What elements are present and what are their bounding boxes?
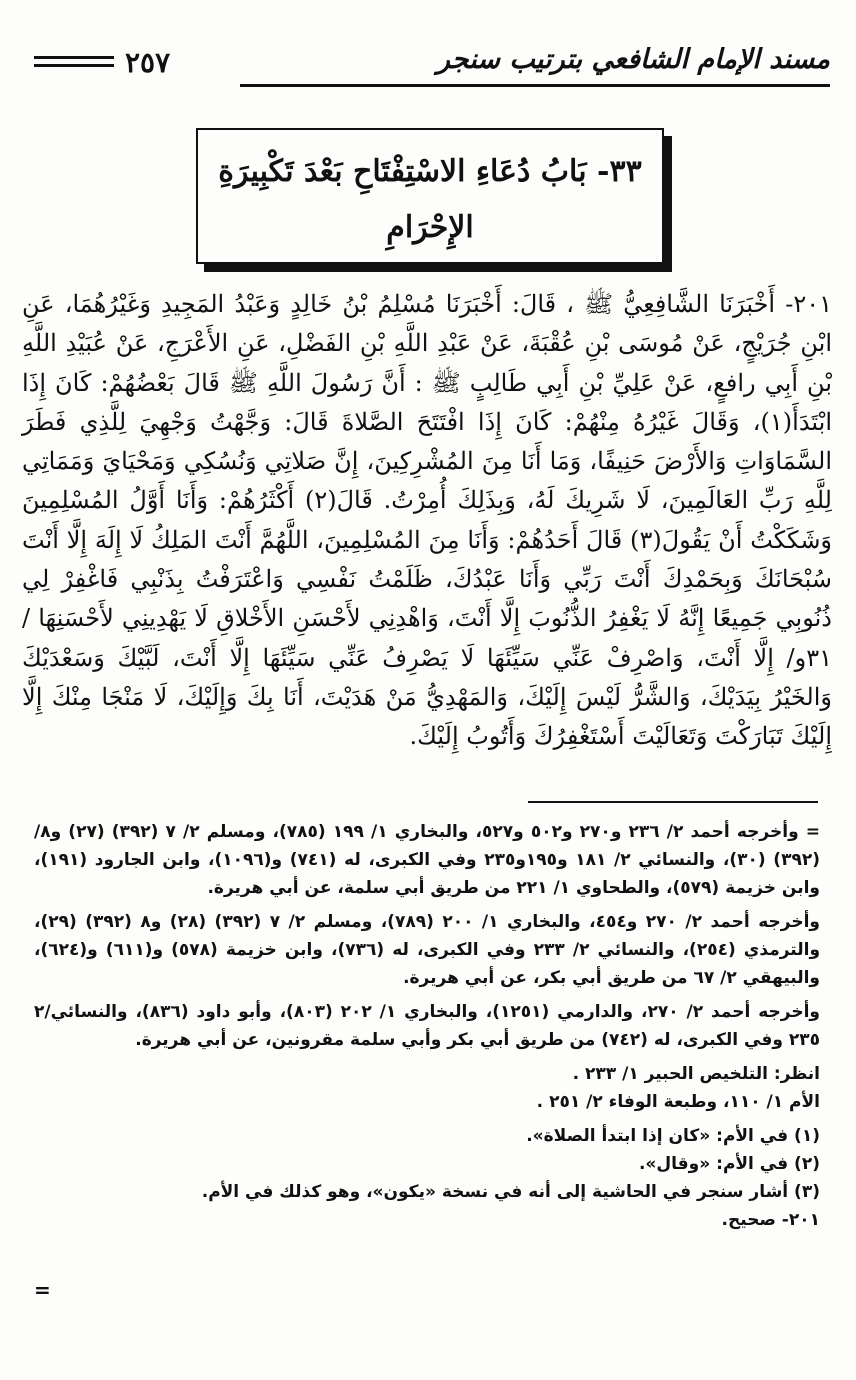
see-also-note: انظر: التلخيص الحبير ١/ ٢٣٣ . [572, 1064, 820, 1084]
page-number: ٢٥٧ [125, 46, 171, 79]
running-header [30, 38, 830, 88]
hadith-grading: ٢٠١- صحيح. [721, 1210, 820, 1230]
footnote-1: (١) في الأم: «كان إذا ابتدأ الصلاة». [526, 1126, 820, 1146]
footnotes-section [34, 818, 820, 1234]
chapter-heading-box [196, 128, 664, 264]
footnote-2: (٢) في الأم: «وقال». [638, 1154, 820, 1174]
chapter-title: ٣٣- بَابُ دُعَاءِ الاسْتِفْتَاحِ بَعْدَ تَكْبِيرَةِ الإِحْرَامِ [218, 154, 642, 245]
takhrij-paragraph-2: وأخرجه أحمد ٢/ ٢٧٠ و٤٥٤، والبخاري ١/ ٢٠٠ (٧٨٩)، ومسلم ٢/ ٧ (٣٩٢) (٢٨) و٨ (٣٩٢) (٢٩)، والترمذي (٢٥٤)، والنسائي ٢/ ٢٣٣ وفي الكبرى، له (٧٣٦)، وابن خزيمة (٥٧٨) و(٦١١) و(٦٢٤)، والبيهقي ٢/ ٦٧ من طريق أبي بكر، عن أبي هريرة. [34, 912, 821, 988]
footnote-3: (٣) أشار سنجر في الحاشية إلى أنه في نسخة «يكون»، وهو كذلك في الأم. [201, 1182, 820, 1202]
footnote-separator [528, 801, 818, 803]
running-title: مسند الإمام الشافعي بترتيب سنجر [436, 44, 830, 75]
hadith-text: ٢٠١- أَخْبَرَنَا الشَّافِعِيُّ ﷺ ، قَالَ: أَخْبَرَنَا مُسْلِمُ بْنُ خَالِدٍ وَعَبْدُ المَجِيدِ وَغَيْرُهُمَا، عَنِ ابْنِ جُرَيْجٍ، عَنْ مُوسَى بْنِ عُقْبَةَ، عَنْ عَبْدِ اللَّهِ بْنِ الفَضْلِ، عَنِ الأَعْرَجِ، عَنْ عُبَيْدِ اللَّهِ بْنِ أَبِي رافعٍ، عَنْ عَلِيِّ بْنِ أَبِي طَالِبٍ ﷺ : أَنَّ رَسُولَ اللَّهِ ﷺ قَالَ بَعْضُهُمْ: كَانَ إِذَا ابْتَدَأَ(١)، وَقَالَ غَيْرُهُ مِنْهُمْ: كَانَ إِذَا افْتَتَحَ الصَّلاةَ قَالَ: وَجَّهْتُ وَجْهِيَ لِلَّذِي فَطَرَ السَّمَاوَاتِ وَالأَرْضَ حَنِيفًا، وَمَا أَنَا مِنَ المُشْرِكِينَ، إِنَّ صَلاتِي وَنُسُكِي وَمَحْيَايَ وَمَمَاتِي لِلَّهِ رَبِّ العَالَمِينَ، لَا شَرِيكَ لَهُ، وَبِذَلِكَ أُمِرْتُ. قَالَ(٢) أَكْثَرُهُمْ: وَأَنَا أَوَّلُ المُسْلِمِينَ وَشَكَكْتُ أَنْ يَقُولَ(٣) قَالَ أَحَدُهُمْ: وَأَنَا مِنَ المُسْلِمِينَ، اللَّهُمَّ أَنْتَ المَلِكُ لَا إِلَهَ إِلَّا أَنْتَ سُبْحَانَكَ وَبِحَمْدِكَ أَنْتَ رَبِّي وَأَنَا عَبْدُكَ، ظَلَمْتُ نَفْسِي وَاعْتَرَفْتُ بِذَنْبِي فَاغْفِرْ لِي ذُنُوبِي جَمِيعًا إِنَّهُ لَا يَغْفِرُ الذُّنُوبَ إِلَّا أَنْتَ، وَاهْدِنِي لأَحْسَنِ الأَخْلاقِ لَا يَهْدِينِي لأَحْسَنِهَا / ٣١و/ إِلَّا أَنْتَ، وَاصْرِفْ عَنِّي سَيِّئَهَا لَا يَصْرِفُ عَنِّي سَيِّئَهَا إِلَّا أَنْتَ، لَبَّيْكَ وَسَعْدَيْكَ وَالخَيْرُ بِيَدَيْكَ، وَالشَّرُّ لَيْسَ إِلَيْكَ، وَالمَهْدِيُّ مَنْ هَدَيْتَ، أَنَا بِكَ وَإِلَيْكَ، لَا مَنْجَا مِنْكَ إِلَّا إِلَيْكَ تَبَارَكْتَ وَتَعَالَيْتَ أَسْتَغْفِرُكَ وَأَتُوبُ إِلَيْكَ. [22, 290, 833, 751]
takhrij-paragraph-3: وأخرجه أحمد ٢/ ٢٧٠، والدارمي (١٢٥١)، والبخاري ١/ ٢٠٢ (٨٠٣)، وأبو داود (٨٣٦)، والنسائي/٢ ٢٣٥ وفي الكبرى، له (٧٤٢) من طريق أبي بكر وأبي سلمة مقرونين، عن أبي هريرة. [34, 1002, 820, 1050]
al-umm-reference: الأم ١/ ١١٠، وطبعة الوفاء ٢/ ٢٥١ . [536, 1092, 820, 1112]
takhrij-paragraph-1: = وأخرجه أحمد ٢/ ٢٣٦ و٢٧٠ و٥٠٢ و٥٢٧، والبخاري ١/ ١٩٩ (٧٨٥)، ومسلم ٢/ ٧ (٣٩٢) (٢٧) و٨/ (٣٩٢) (٣٠)، والنسائي ٢/ ١٨١ و١٩٥و٢٣٥ وفي الكبرى، له (٧٤١) و(١٠٩٦)، وابن الجارود (١٩١)، وابن خزيمة (٥٧٩)، والطحاوي ١/ ٢٢١ من طريق أبي سلمة، عن أبي هريرة. [34, 822, 820, 898]
header-rule [240, 84, 830, 87]
header-ornament-lines [34, 56, 114, 72]
continuation-mark: = [34, 1278, 51, 1302]
